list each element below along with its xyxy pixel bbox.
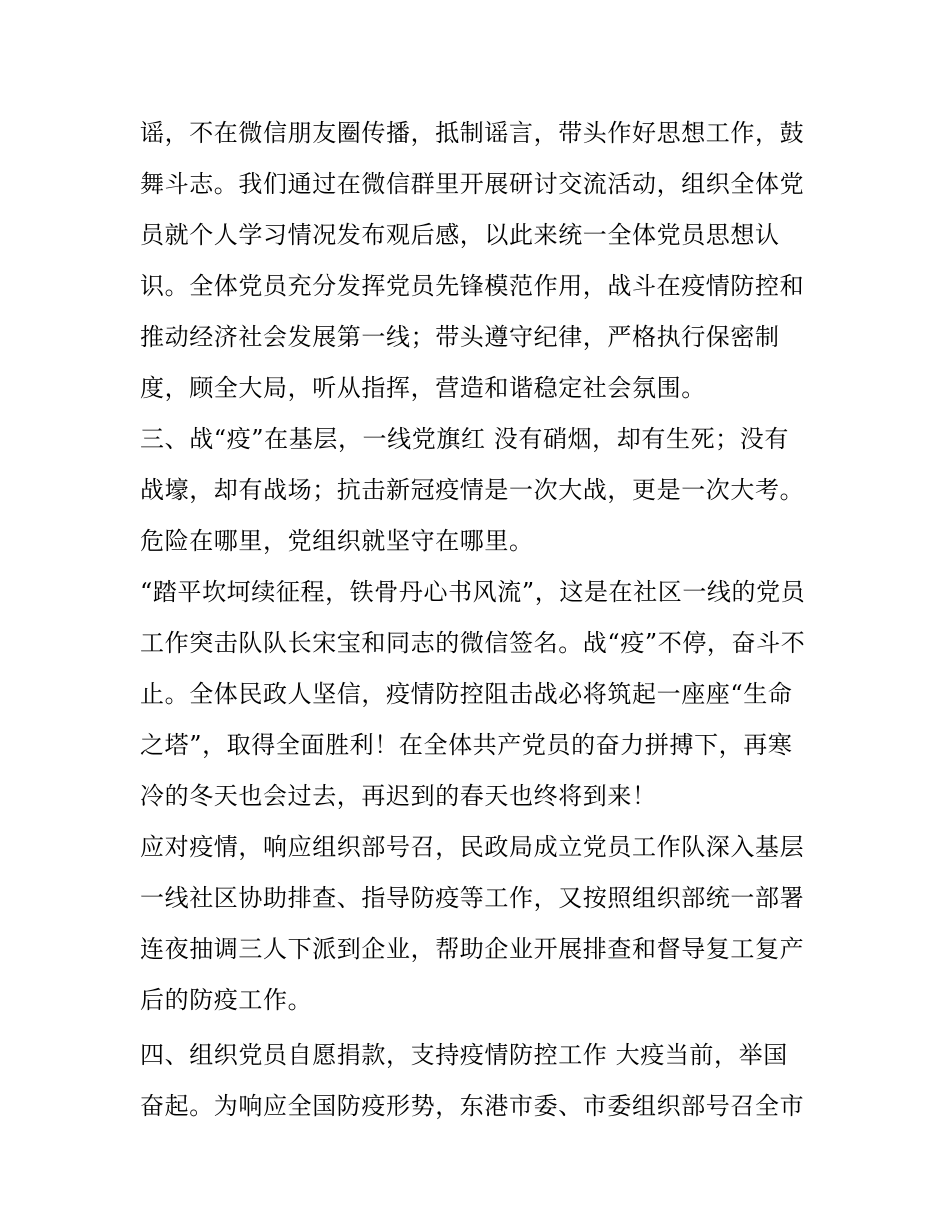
text-line: 战壕，却有战场；抗击新冠疫情是一次大战，更是一次大考。 <box>140 476 805 504</box>
section-heading-line: 三、战“疫”在基层，一线党旗红 没有硝烟，却有生死；没有 <box>140 425 789 453</box>
text-line: 奋起。为响应全国防疫形势，东港市委、市委组织部号召全市 <box>140 1092 805 1120</box>
section-heading-line: 四、组织党员自愿捐款，支持疫情防控工作 大疫当前，举国 <box>140 1041 788 1069</box>
text-line: 冷的冬天也会过去，再迟到的春天也终将到来！ <box>140 782 657 810</box>
text-line: 止。全体民政人坚信，疫情防控阻击战必将筑起一座座“生命 <box>140 680 793 708</box>
text-line: 连夜抽调三人下派到企业，帮助企业开展排查和督导复工复产 <box>140 935 805 963</box>
text-line: 一线社区协助排查、指导防疫等工作，又按照组织部统一部署 <box>140 884 805 912</box>
text-line: 识。全体党员充分发挥党员先锋模范作用，战斗在疫情防控和 <box>140 272 805 300</box>
text-line: 应对疫情，响应组织部号召，民政局成立党员工作队深入基层 <box>140 833 805 861</box>
text-line: 度，顾全大局，听从指挥，营造和谐稳定社会氛围。 <box>140 374 706 402</box>
text-line: 舞斗志。我们通过在微信群里开展研讨交流活动，组织全体党 <box>140 170 805 198</box>
text-line: 后的防疫工作。 <box>140 986 313 1014</box>
text-line: 推动经济社会发展第一线；带头遵守纪律，严格执行保密制 <box>140 323 780 351</box>
text-line: “踏平坎坷续征程，铁骨丹心书风流”，这是在社区一线的党员 <box>140 578 806 606</box>
document-body <box>140 108 820 1132</box>
text-line: 员就个人学习情况发布观后感，以此来统一全体党员思想认 <box>140 221 780 249</box>
text-line: 工作突击队队长宋宝和同志的微信签名。战“疫”不停，奋斗不 <box>140 629 806 657</box>
text-line: 危险在哪里，党组织就坚守在哪里。 <box>140 527 534 555</box>
text-line: 谣，不在微信朋友圈传播，抵制谣言，带头作好思想工作，鼓 <box>140 119 805 147</box>
text-line: 之塔”，取得全面胜利！在全体共产党员的奋力拼搏下，再寒 <box>140 731 793 759</box>
